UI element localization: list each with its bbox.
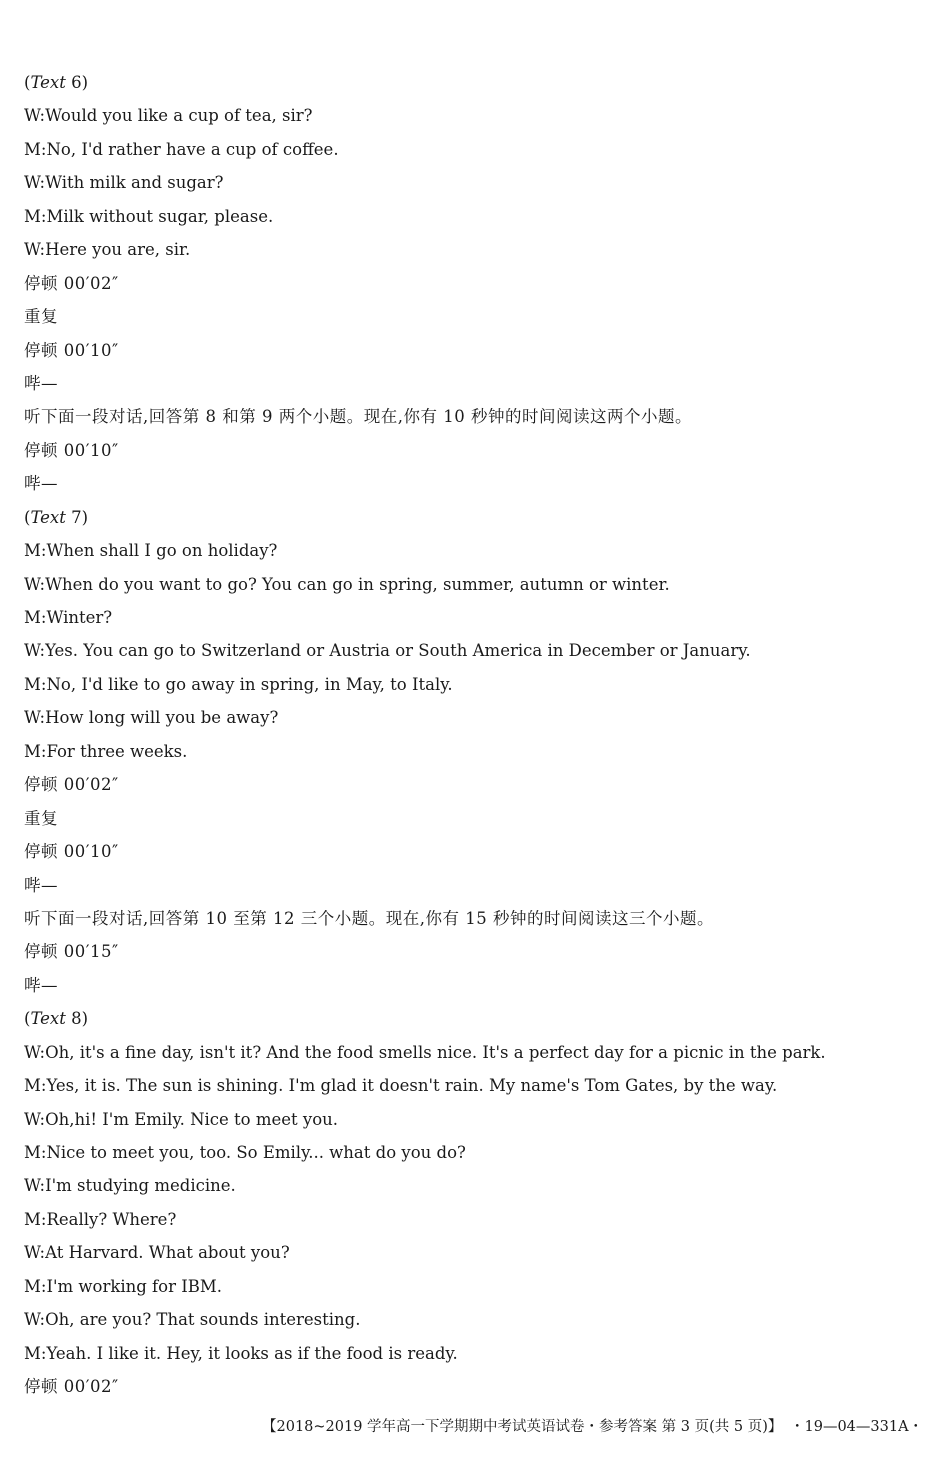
dialog-line: M:Winter?: [24, 608, 113, 627]
dialog-line: M:For three weeks.: [24, 741, 188, 761]
audio-cue-line: 停顿 00′02″: [24, 1377, 119, 1397]
dialog-line: M:No, I'd rather have a cup of coffee.: [24, 139, 339, 159]
audio-cue-line: 哔—: [24, 373, 58, 393]
dialog-line: M:When shall I go on holiday?: [24, 541, 278, 561]
dialog-line: W:Would you like a cup of tea, sir?: [24, 106, 313, 126]
transcript-page: [24, 66, 924, 1404]
instruction-line: 听下面一段对话,回答第 10 至第 12 三个小题。现在,你有 15 秒钟的时间阅读这三个小题。: [24, 908, 714, 928]
dialog-line: W:How long will you be away?: [24, 708, 279, 728]
dialog-line: W:Yes. You can go to Switzerland or Austria or South America in December or January.: [24, 641, 751, 661]
audio-cue-line: 停顿 00′02″: [24, 775, 119, 795]
dialog-line: W:Oh,hi! I'm Emily. Nice to meet you.: [24, 1109, 339, 1129]
instruction-line: 听下面一段对话,回答第 8 和第 9 两个小题。现在,你有 10 秒钟的时间阅读这两个小题。: [24, 407, 692, 427]
dialog-line: W:At Harvard. What about you?: [24, 1243, 290, 1263]
audio-cue-line: 哔—: [24, 975, 58, 995]
label-number: 7): [65, 507, 89, 527]
audio-cue-line: 重复: [24, 808, 58, 828]
audio-cue-line: 哔—: [24, 474, 58, 494]
audio-cue-line: 停顿 00′10″: [24, 842, 119, 862]
footer-code: ・19—04—331A・: [790, 1419, 924, 1435]
label-text-word: Text: [30, 1009, 66, 1029]
page-footer: [0, 1414, 950, 1440]
label-open-paren: (: [24, 1009, 31, 1029]
dialog-line: M:I'm working for IBM.: [24, 1276, 223, 1296]
dialog-line: M:No, I'd like to go away in spring, in May, to Italy.: [24, 674, 453, 694]
text-section-label: [24, 66, 924, 99]
label-text-word: Text: [30, 507, 66, 527]
footer-title: 【2018~2019 学年高一下学期期中考试英语试卷・参考答案 第 3 页(共 5 页)】: [262, 1419, 783, 1435]
dialog-line: W:Oh, are you? That sounds interesting.: [24, 1310, 361, 1330]
audio-cue-line: 重复: [24, 307, 58, 327]
text-section-label: [24, 501, 924, 534]
label-open-paren: (: [24, 73, 31, 92]
dialog-line: W:I'm studying medicine.: [24, 1176, 236, 1196]
dialog-line: W:Oh, it's a fine day, isn't it? And the food smells nice. It's a perfect day for a picnic in the park.: [24, 1042, 826, 1062]
audio-cue-line: 停顿 00′15″: [24, 942, 119, 962]
label-number: 6): [65, 73, 89, 92]
audio-cue-line: 停顿 00′02″: [24, 273, 119, 293]
dialog-line: M:Milk without sugar, please.: [24, 206, 274, 226]
label-number: 8): [65, 1009, 89, 1029]
dialog-line: W:Here you are, sir.: [24, 240, 191, 260]
audio-cue-line: 停顿 00′10″: [24, 440, 119, 460]
dialog-line: W:With milk and sugar?: [24, 173, 224, 193]
dialog-line: W:When do you want to go? You can go in spring, summer, autumn or winter.: [24, 574, 670, 594]
dialog-line: M:Yeah. I like it. Hey, it looks as if the food is ready.: [24, 1343, 458, 1363]
text-section-label: [24, 1002, 924, 1035]
audio-cue-line: 哔—: [24, 875, 58, 895]
label-open-paren: (: [24, 507, 31, 527]
label-text-word: Text: [30, 73, 66, 92]
dialog-line: M:Really? Where?: [24, 1209, 177, 1229]
dialog-line: M:Nice to meet you, too. So Emily... what do you do?: [24, 1143, 466, 1162]
audio-cue-line: 停顿 00′10″: [24, 340, 119, 360]
dialog-line: M:Yes, it is. The sun is shining. I'm glad it doesn't rain. My name's Tom Gates, by the way.: [24, 1076, 778, 1096]
